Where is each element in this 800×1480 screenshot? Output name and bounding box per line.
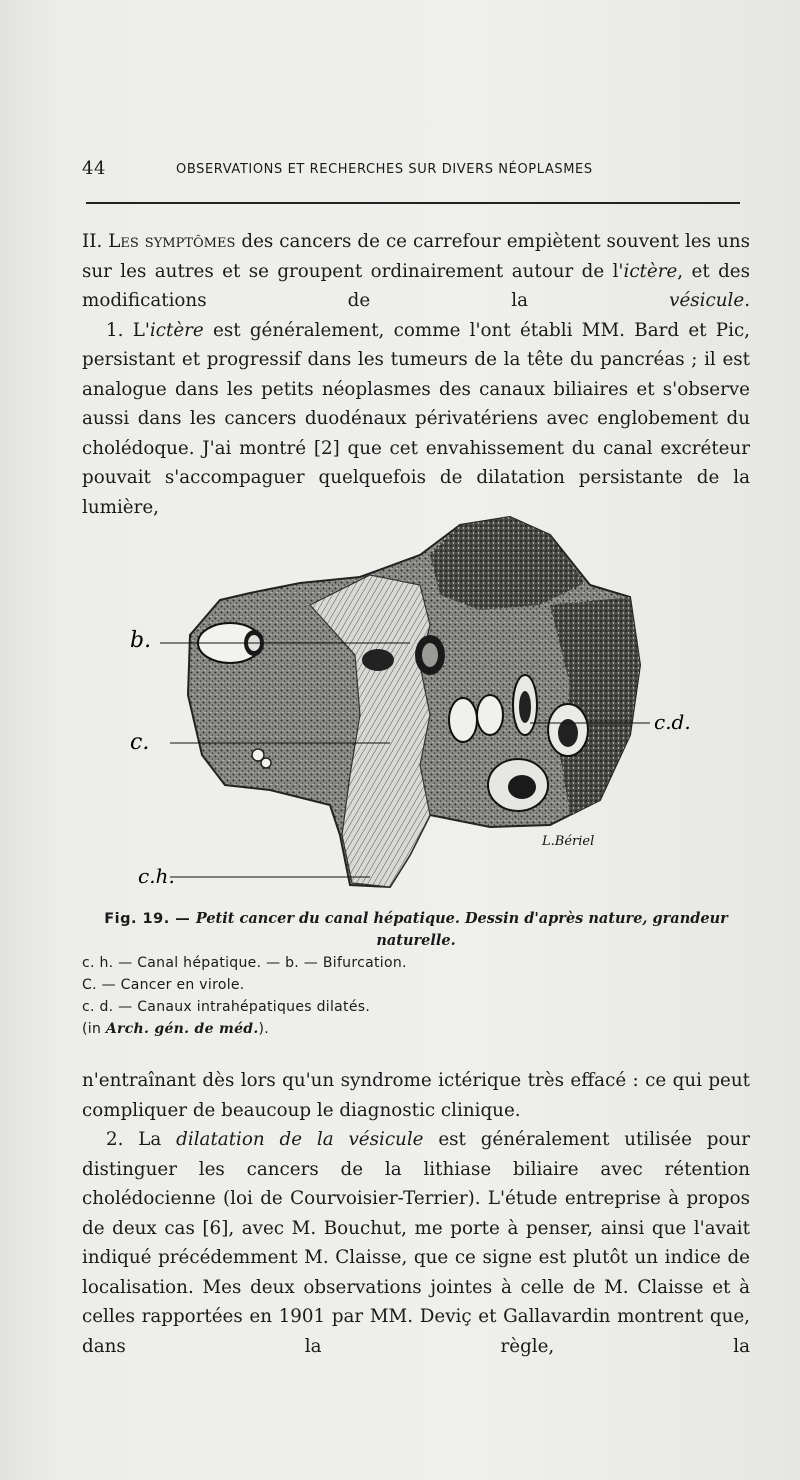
running-title: OBSERVATIONS ET RECHERCHES SUR DIVERS NÉOPLASMES (176, 162, 593, 177)
paragraph-continuation: n'entraînant dès lors qu'un syndrome ictérique très effacé : ce qui peut compliquer de beaucoup le diagnostic clinique. (82, 1070, 750, 1121)
page-number: 44 (82, 158, 106, 179)
label-ch: c.h. (138, 864, 175, 888)
legend-item: C. — Cancer en virole. (82, 977, 245, 993)
legend-item: c. d. — Canaux intrahépatiques dilatés. (82, 999, 371, 1015)
paragraph-1: 1. L'ictère est généralement, comme l'ont établi MM. Bard et Pic, persistant et progressif dans les tumeurs de la tête du pancréas ; il est analogue dans les petits néoplasmes des canaux biliaires et s'observe aussi dans les cancers duodénaux périvatériens avec englobement du cholédoque. J'ai montré [2] que cet envahissement du canal excréteur pouvait s'accompaguer quelquefois de dilatation persistante de la lumière, (82, 319, 750, 518)
text-block-top (82, 227, 750, 522)
label-cd: c.d. (654, 710, 691, 734)
paragraph-2: 2. La dilatation de la vésicule est généralement utilisée pour distinguer les cancers de la lithiase biliaire avec rétention cholédocienne (loi de Courvoisier-Terrier). L'étude entreprise à propos de deux cas [6], avec M. Bouchut, me porte à penser, ainsi que l'avait indiqué précédemment M. Claisse, que ce signe est plutôt un indice de localisation. Mes deux observations jointes à celle de M. Claisse et à celles rapportées en 1901 par MM. Deviç et Gallavardin montrent que, dans la règle, la (82, 1129, 750, 1357)
section-heading: Les symptômes (108, 231, 236, 252)
artist-signature: L.Bériel (542, 834, 595, 849)
legend-item: c. h. — Canal hépatique. — b. — Bifurcation. (82, 955, 407, 971)
anatomical-illustration (130, 515, 730, 895)
caption-source: (in Arch. gén. de méd.). (82, 1021, 270, 1037)
text-block-bottom (82, 1066, 750, 1361)
label-b: b. (130, 628, 152, 653)
figure-caption (82, 908, 750, 1040)
paragraph-section-ii: II. Les symptômes des cancers de ce carrefour empiètent souvent les uns sur les autres et se groupent ordinairement autour de l'ictère, et des modifications de la vésicule. (82, 231, 750, 311)
caption-title: Fig. 19. — Petit cancer du canal hépatique. Dessin d'après nature, grandeur naturelle. (104, 910, 728, 949)
header-rule (86, 202, 740, 204)
label-c: c. (130, 730, 150, 755)
